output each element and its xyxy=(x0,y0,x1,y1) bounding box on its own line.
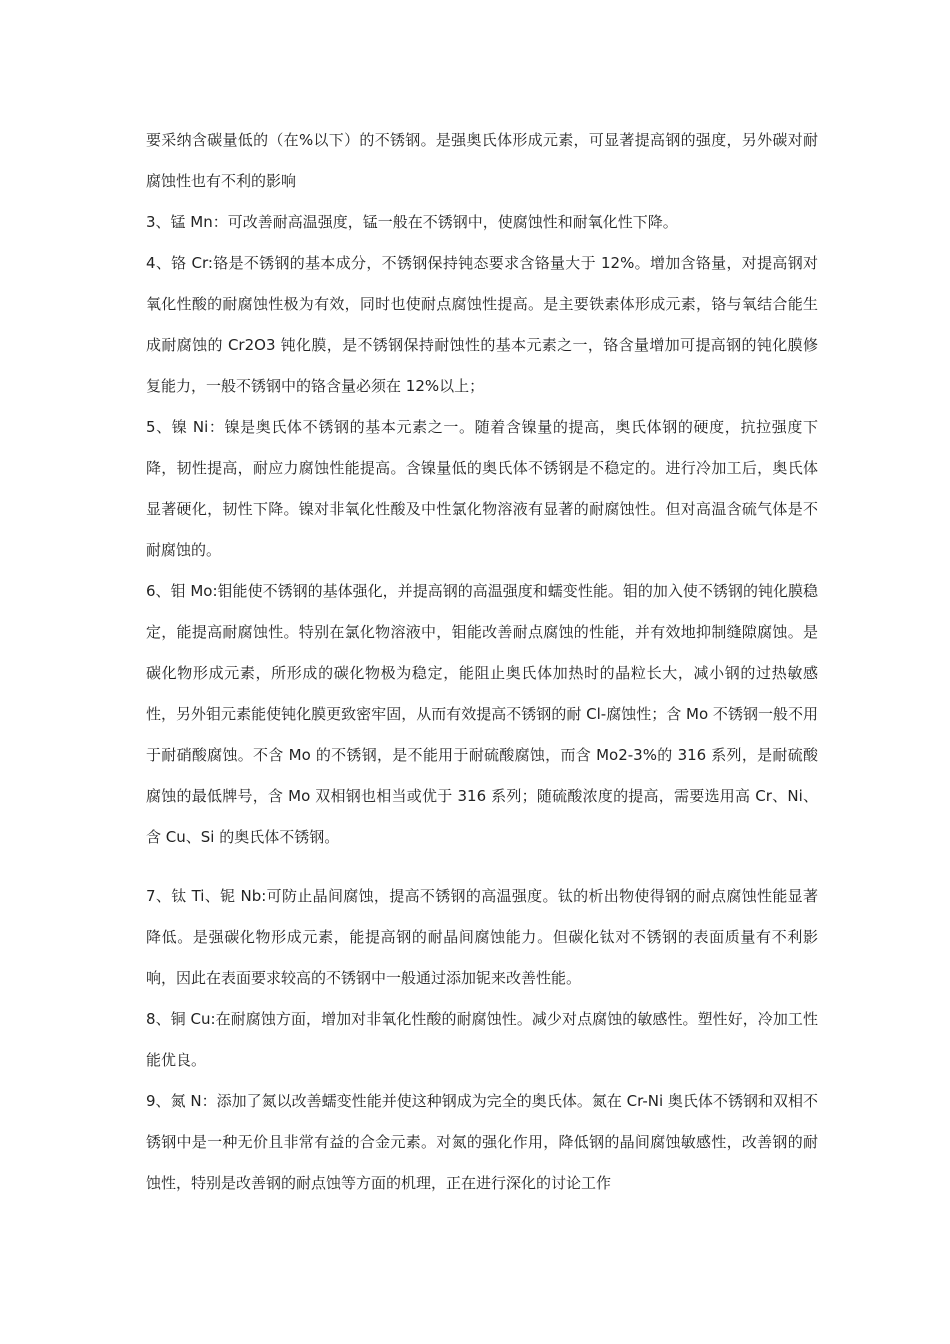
paragraph-molybdenum: 6、钼 Mo:钼能使不锈钢的基体强化，并提高钢的高温强度和蠕变性能。钼的加入使不锈钢的钝化膜稳定，能提高耐腐蚀性。特别在氯化物溶液中，钼能改善耐点腐蚀的性能，并有效地抑制缝隙腐蚀。是碳化物形成元素，所形成的碳化物极为稳定，能阻止奥氏体加热时的晶粒长大，减小钢的过热敏感性，另外钼元素能使钝化膜更致密牢固，从而有效提高不锈钢的耐 Cl-腐蚀性；含 Mo 不锈钢一般不用于耐硝酸腐蚀。不含 Mo 的不锈钢，是不能用于耐硫酸腐蚀，而含 Mo2-3%的 316 系列，是耐硫酸腐蚀的最低牌号，含 Mo 双相钢也相当或优于 316 系列；随硫酸浓度的提高，需要选用高 Cr、Ni、含 Cu、Si 的奥氏体不锈钢。 xyxy=(146,582,818,846)
paragraph-titanium-niobium: 7、钛 Ti、铌 Nb:可防止晶间腐蚀，提高不锈钢的高温强度。钛的析出物使得钢的耐点腐蚀性能显著降低。是强碳化物形成元素，能提高钢的耐晶间腐蚀能力。但碳化钛对不锈钢的表面质量有不利影响，因此在表面要求较高的不锈钢中一般通过添加铌来改善性能。 xyxy=(146,887,818,987)
paragraph-manganese: 3、锰 Mn：可改善耐高温强度，锰一般在不锈钢中，使腐蚀性和耐氧化性下降。 xyxy=(146,213,678,231)
paragraph-nitrogen: 9、氮 N：添加了氮以改善蠕变性能并使这种钢成为完全的奥氏体。氮在 Cr-Ni 奥氏体不锈钢和双相不锈钢中是一种无价且非常有益的合金元素。对氮的强化作用，降低钢的晶间腐蚀敏感性，改善钢的耐蚀性，特别是改善钢的耐点蚀等方面的机理，正在进行深化的讨论工作 xyxy=(146,1092,818,1192)
document-body xyxy=(146,120,818,1204)
paragraph-carbon-continuation: 要采纳含碳量低的（在%以下）的不锈钢。是强奥氏体形成元素，可显著提高钢的强度，另外碳对耐腐蚀性也有不利的影响 xyxy=(146,131,818,190)
paragraph-chromium: 4、铬 Cr:铬是不锈钢的基本成分，不锈钢保持钝态要求含铬量大于 12%。增加含铬量，对提高钢对氧化性酸的耐腐蚀性极为有效，同时也使耐点腐蚀性提高。是主要铁素体形成元素，铬与氧结合能生成耐腐蚀的 Cr2O3 钝化膜，是不锈钢保持耐蚀性的基本元素之一，铬含量增加可提高钢的钝化膜修复能力，一般不锈钢中的铬含量必须在 12%以上； xyxy=(146,254,818,395)
paragraph-nickel: 5、镍 Ni：镍是奥氏体不锈钢的基本元素之一。随着含镍量的提高，奥氏体钢的硬度，抗拉强度下降，韧性提高，耐应力腐蚀性能提高。含镍量低的奥氏体不锈钢是不稳定的。进行冷加工后，奥氏体显著硬化，韧性下降。镍对非氧化性酸及中性氯化物溶液有显著的耐腐蚀性。但对高温含硫气体是不耐腐蚀的。 xyxy=(146,418,818,559)
paragraph-copper: 8、铜 Cu:在耐腐蚀方面，增加对非氧化性酸的耐腐蚀性。减少对点腐蚀的敏感性。塑性好，冷加工性能优良。 xyxy=(146,1010,818,1069)
paragraph-spacer xyxy=(146,858,818,876)
